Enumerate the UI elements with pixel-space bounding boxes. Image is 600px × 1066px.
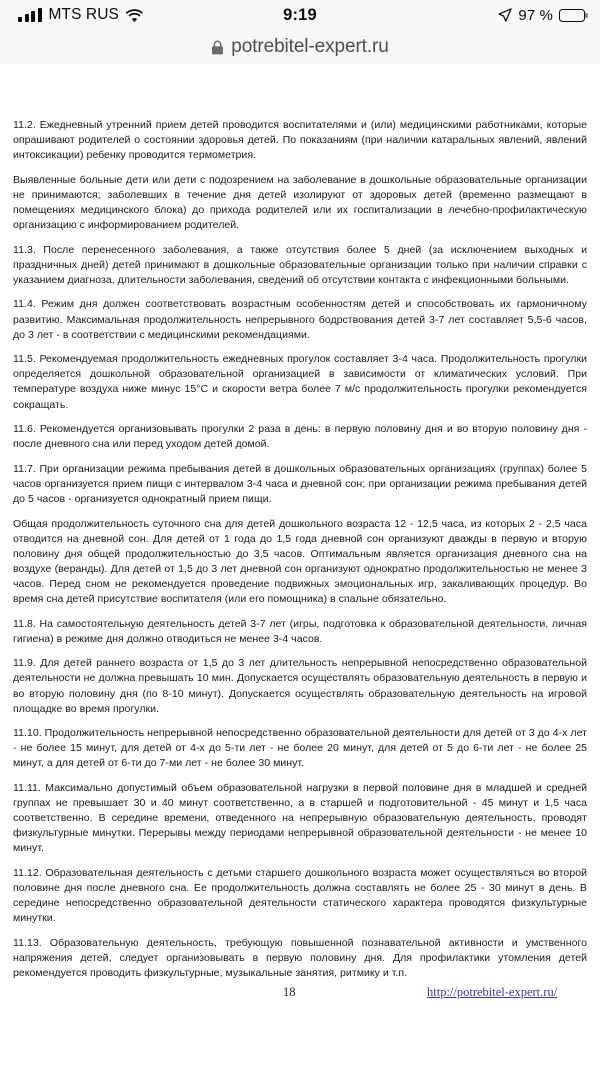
paragraph: Выявленные больные дети или дети с подозрением на заболевание в дошкольные образовательные организации не принимаются; заболевших в течение дня детей изолируют от здоровых детей (временно размещают в помещениях медицинского блока) до прихода родителей или их госпитализации в лечебно-профилактическую организацию с информированием родителей. — [13, 173, 587, 232]
status-bar-clock: 9:19 — [283, 5, 317, 24]
paragraph: 11.2. Ежедневный утренний прием детей проводится воспитателями и (или) медицинскими работниками, которые опрашивают родителей о состоянии здоровья детей. По показаниям (при наличии катаральных явлений, явлений интоксикации) ребенку проводится термометрия. — [13, 119, 587, 162]
paragraph: 11.10. Продолжительность непрерывной непосредственно образовательной деятельности для детей от 3 до 4-х лет - не более 15 минут, для детей от 4-х до 5-ти лет - не более 20 минут, для детей от 5 до 6-ти лет - не более 25 минут, а для детей от 6-ти до 7-ми лет - не более 30 минут. — [13, 727, 587, 770]
battery-icon — [559, 9, 585, 22]
address-bar-url[interactable]: potrebitel-expert.ru — [231, 36, 389, 57]
paragraph: 11.12. Образовательная деятельность с детьми старшего дошкольного возраста может осуществляться во второй половине дня после дневного сна. Ее продолжительность должна составлять не более 25 - 30 минут в день. В середине непосредственно образовательной деятельности статического характера проводятся физкультурные минутки. — [13, 866, 587, 925]
page-footer — [0, 985, 600, 1007]
ios-status-bar — [0, 0, 600, 30]
page-number: 18 — [283, 985, 296, 999]
browser-address-bar[interactable] — [0, 30, 600, 64]
paragraph: 11.4. Режим дня должен соответствовать возрастным особенностям детей и способствовать их гармоничному развитию. Максимальная продолжительность непрерывного бодрствования детей 3-7 лет составляет 5,5-6 часов, до 3 лет - в соответствии с медицинскими рекомендациями. — [13, 298, 587, 341]
paragraph: 11.13. Образовательную деятельность, требующую повышенной познавательной активности и умственного напряжения детей, следует организовывать в первую половину дня. Для профилактики утомления детей рекомендуется проводить физкультурные, музыкальные занятия, ритмику и т.п. — [13, 936, 587, 979]
location-arrow-icon — [498, 8, 512, 22]
battery-percent-label: 97 % — [518, 6, 553, 24]
footer-source-link[interactable]: http://potrebitel-expert.ru/ — [427, 985, 558, 999]
document-page — [0, 64, 600, 1066]
paragraph: 11.8. На самостоятельную деятельность детей 3-7 лет (игры, подготовка к образовательной деятельности, личная гигиена) в режиме дня должно отводиться не менее 3-4 часов. — [13, 617, 587, 645]
paragraph: 11.3. После перенесенного заболевания, а также отсутствия более 5 дней (за исключением выходных и праздничных дней) детей принимают в дошкольные образовательные организации только при наличии справки с указанием диагноза, длительности заболевания, сведений об отсутствии контакта с инфекционными больными. — [13, 243, 587, 286]
lock-icon — [211, 40, 224, 55]
paragraph: Общая продолжительность суточного сна для детей дошкольного возраста 12 - 12,5 часа, из которых 2 - 2,5 часа отводится на дневной сон. Для детей от 1 года до 1,5 года дневной сон организуют дважды в первую и вторую половину дня общей продолжительностью до 3,5 часов. Оптимальным является организация дневного сна на воздухе (веранды). Для детей от 1,5 до 3 лет дневной сон организуют однократно продолжительностью не менее 3 часов. Перед сном не рекомендуется проведение подвижных эмоциональных игр, закаливающих процедур. Во время сна детей присутствие воспитателя (или его помощника) в спальне обязательно. — [13, 517, 587, 606]
paragraph: 11.9. Для детей раннего возраста от 1,5 до 3 лет длительность непрерывной непосредственно образовательной деятельности не должна превышать 10 мин. Допускается осуществлять образовательную деятельность в первую и во вторую половину дня (по 8-10 минут). Допускается осуществлять образовательную деятельность на игровой площадке во время прогулки. — [13, 657, 587, 715]
document-body — [13, 118, 587, 981]
paragraph: 11.11. Максимально допустимый объем образовательной нагрузки в первой половине дня в младшей и средней группах не превышает 30 и 40 минут соответственно, а в старшей и подготовительной - 45 минут и 1,5 часа соответственно. В середине времени, отведенного на непрерывную образовательную деятельность, проводят физкультурные минутки. Перерывы между периодами непрерывной образовательной деятельности - не менее 10 минут. — [13, 781, 587, 855]
browser-chrome — [0, 0, 600, 64]
paragraph: 11.6. Рекомендуется организовывать прогулки 2 раза в день: в первую половину дня и во вторую половину дня - после дневного сна или перед уходом детей домой. — [13, 423, 587, 451]
carrier-label: MTS RUS — [48, 6, 119, 24]
paragraph: 11.5. Рекомендуемая продолжительность ежедневных прогулок составляет 3-4 часа. Продолжительность прогулки определяется дошкольной образовательной организацией в зависимости от климатических условий. При температуре воздуха ниже минус 15°С и скорости ветра более 7 м/с продолжительность прогулки рекомендуется сокращать. — [13, 353, 587, 411]
status-bar-right-group — [498, 0, 585, 30]
paragraph: 11.7. При организации режима пребывания детей в дошкольных образовательных организациях (группах) более 5 часов организуется прием пищи с интервалом 3-4 часа и дневной сон; при организации режима пребывания детей до 5 часов - организуется однократный прием пищи. — [13, 462, 587, 505]
